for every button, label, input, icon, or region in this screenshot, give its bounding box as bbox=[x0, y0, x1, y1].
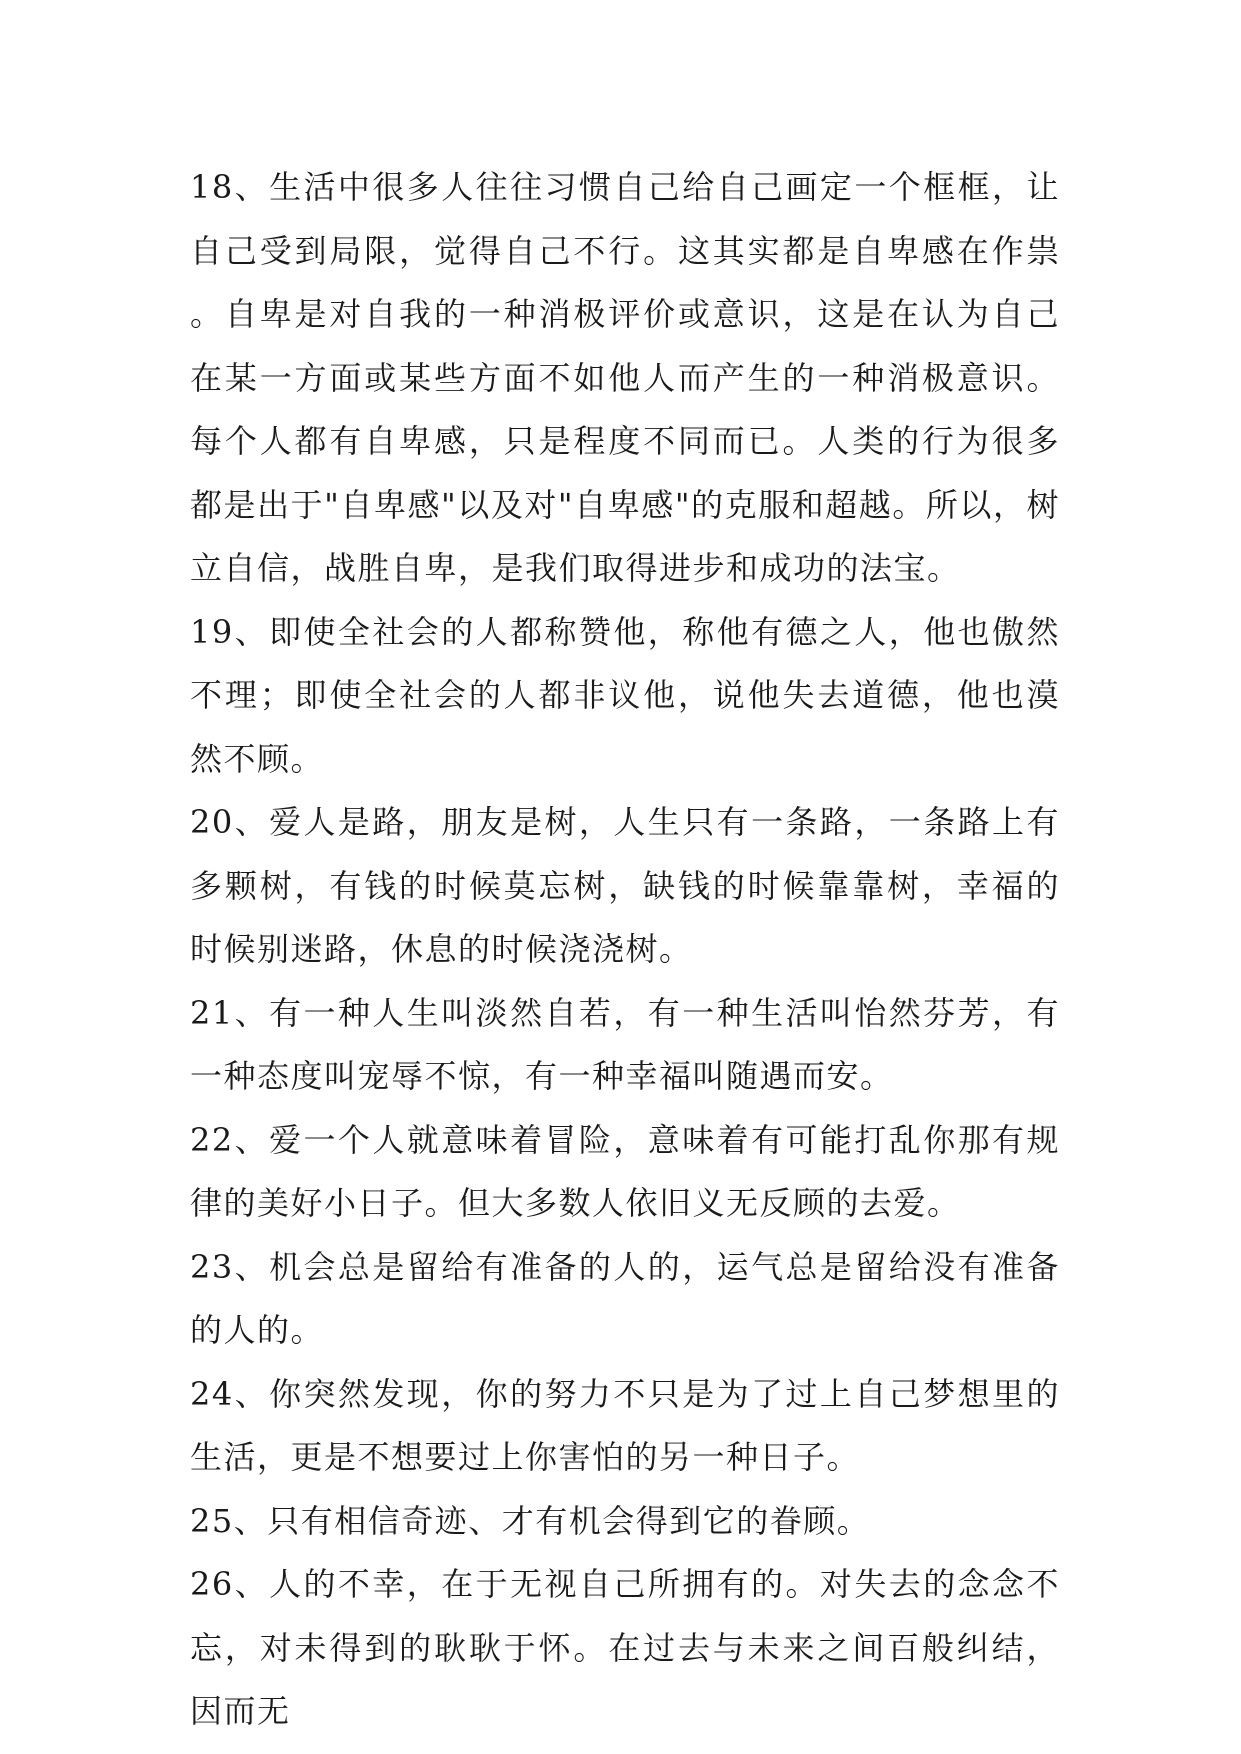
paragraph-20: 20、爱人是路，朋友是树，人生只有一条路，一条路上有多颗树，有钱的时候莫忘树，缺钱的时候靠靠树，幸福的时候别迷路，休息的时候浇浇树。 bbox=[190, 803, 1060, 968]
paragraph-18: 18、生活中很多人往往习惯自己给自己画定一个框框，让自己受到局限，觉得自己不行。这其实都是自卑感在作祟。自卑是对自我的一种消极评价或意识，这是在认为自己在某一方面或某些方面不如他人而产生的一种消极意识。每个人都有自卑感，只是程度不同而已。人类的行为很多都是出于"自卑感"以及对"自卑感"的克服和超越。所以，树立自信，战胜自卑，是我们取得进步和成功的法宝。 bbox=[190, 168, 1060, 587]
paragraph-22: 22、爱一个人就意味着冒险，意味着有可能打乱你那有规律的美好小日子。但大多数人依旧义无反顾的去爱。 bbox=[190, 1120, 1060, 1222]
paragraph-25: 25、只有相信奇迹、才有机会得到它的眷顾。 bbox=[190, 1501, 871, 1540]
paragraph-26: 26、人的不幸，在于无视自己所拥有的。对失去的念念不忘，对未得到的耿耿于怀。在过去与未来之间百般纠结，因而无 bbox=[190, 1565, 1060, 1730]
document-body bbox=[190, 156, 1060, 1744]
paragraph-19: 19、即使全社会的人都称赞他，称他有德之人，他也傲然不理；即使全社会的人都非议他，说他失去道德，他也漠然不顾。 bbox=[190, 612, 1060, 778]
paragraph-23: 23、机会总是留给有准备的人的，运气总是留给没有准备的人的。 bbox=[190, 1247, 1060, 1349]
paragraph-21: 21、有一种人生叫淡然自若，有一种生活叫怡然芬芳，有一种态度叫宠辱不惊，有一种幸福叫随遇而安。 bbox=[190, 993, 1060, 1095]
paragraph-24: 24、你突然发现，你的努力不只是为了过上自己梦想里的生活，更是不想要过上你害怕的另一种日子。 bbox=[190, 1374, 1060, 1476]
